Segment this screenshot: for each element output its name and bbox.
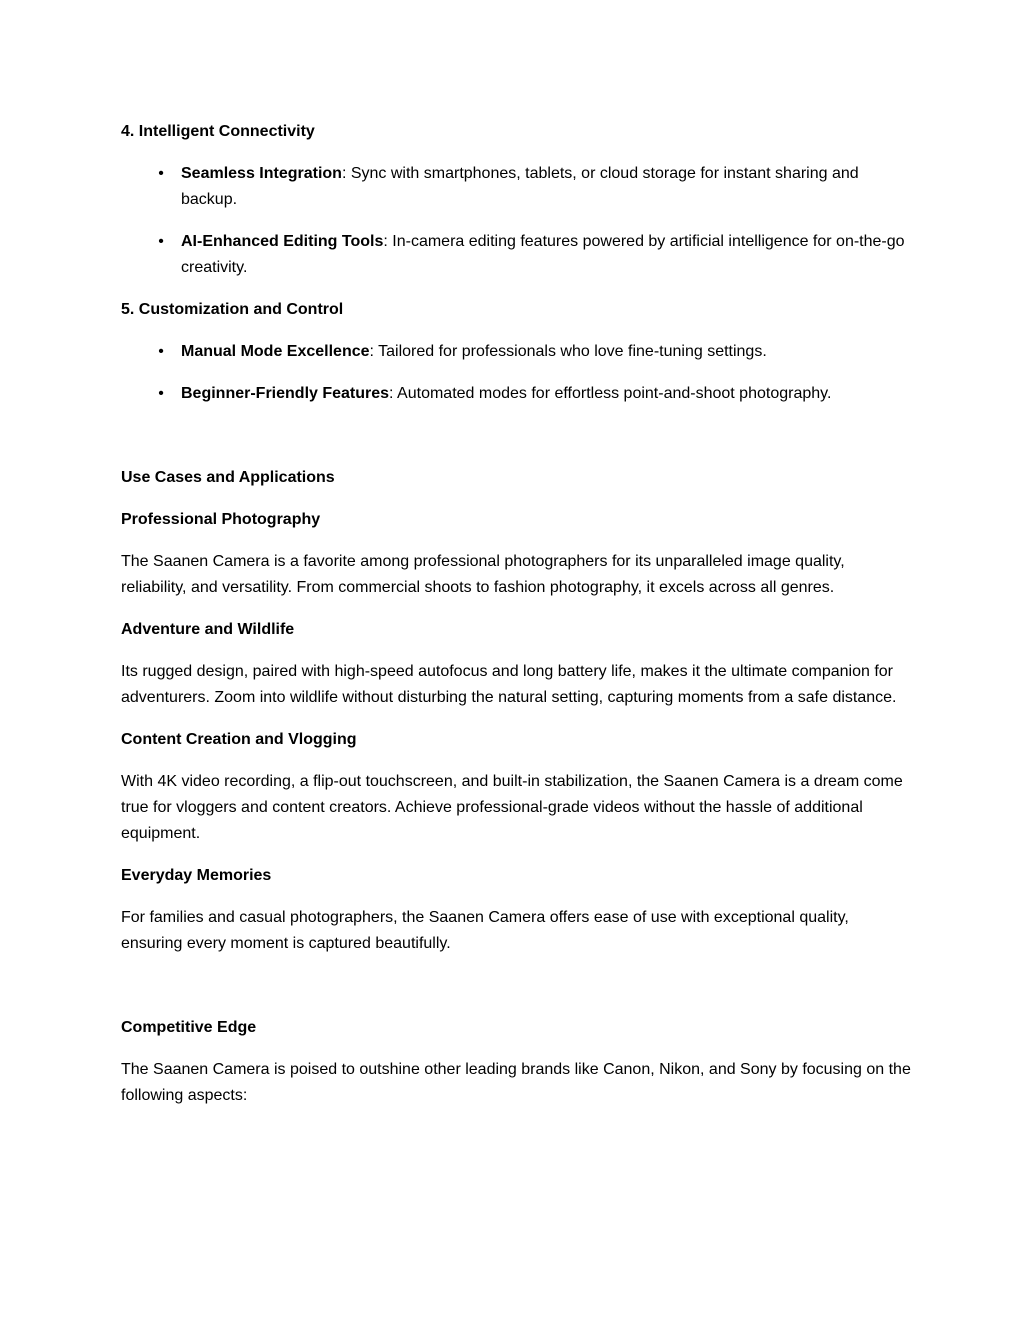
list-item (121, 381, 911, 407)
competitive-edge-paragraph: The Saanen Camera is poised to outshine other leading brands like Canon, Nikon, and Sony by focusing on the following aspects: (121, 1061, 911, 1104)
list-item (121, 161, 911, 213)
list-item-term: Manual Mode Excellence (181, 343, 370, 360)
list-item-term: Seamless Integration (181, 165, 342, 182)
section-4-heading: 4. Intelligent Connectivity (121, 123, 315, 140)
spacer (121, 973, 911, 1015)
bullet-icon: • (158, 165, 164, 182)
list-item-term: Beginner-Friendly Features (181, 385, 390, 402)
spacer (121, 423, 911, 465)
use-cases-heading: Use Cases and Applications (121, 469, 335, 486)
document-page (121, 119, 911, 1125)
bullet-icon: • (158, 385, 164, 402)
list-item-term: AI-Enhanced Editing Tools (181, 233, 384, 250)
everyday-memories-heading: Everyday Memories (121, 867, 272, 884)
list-item (121, 229, 911, 281)
adventure-wildlife-heading: Adventure and Wildlife (121, 621, 295, 638)
list-item-description: : Sync with smartphones, tablets, or cloud storage for instant sharing and backup. (181, 165, 859, 208)
professional-photography-heading: Professional Photography (121, 511, 321, 528)
bullet-icon: • (158, 343, 164, 360)
list-item (121, 339, 911, 365)
bullet-icon: • (158, 233, 164, 250)
list-item-description: : In-camera editing features powered by artificial intelligence for on-the-go creativity. (181, 233, 905, 276)
section-5-heading: 5. Customization and Control (121, 301, 344, 318)
adventure-wildlife-paragraph: Its rugged design, paired with high-speed autofocus and long battery life, makes it the ultimate companion for adventurers. Zoom into wildlife without disturbing the natural setting, capturing moments from a safe distance. (121, 663, 897, 706)
list-item-description: : Tailored for professionals who love fine-tuning settings. (369, 343, 767, 360)
content-creation-heading: Content Creation and Vlogging (121, 731, 357, 748)
section-4-list (121, 161, 911, 281)
everyday-memories-paragraph: For families and casual photographers, the Saanen Camera offers ease of use with exceptional quality, ensuring every moment is captured beautifully. (121, 909, 849, 952)
professional-photography-paragraph: The Saanen Camera is a favorite among professional photographers for its unparalleled image quality, reliability, and versatility. From commercial shoots to fashion photography, it excels across all genres. (121, 553, 845, 596)
competitive-edge-heading: Competitive Edge (121, 1019, 257, 1036)
content-creation-paragraph: With 4K video recording, a flip-out touchscreen, and built-in stabilization, the Saanen Camera is a dream come true for vloggers and content creators. Achieve professional-grade videos without the hassle of additional equipment. (121, 773, 903, 842)
section-5-list (121, 339, 911, 407)
list-item-description: : Automated modes for effortless point-and-shoot photography. (389, 385, 832, 402)
